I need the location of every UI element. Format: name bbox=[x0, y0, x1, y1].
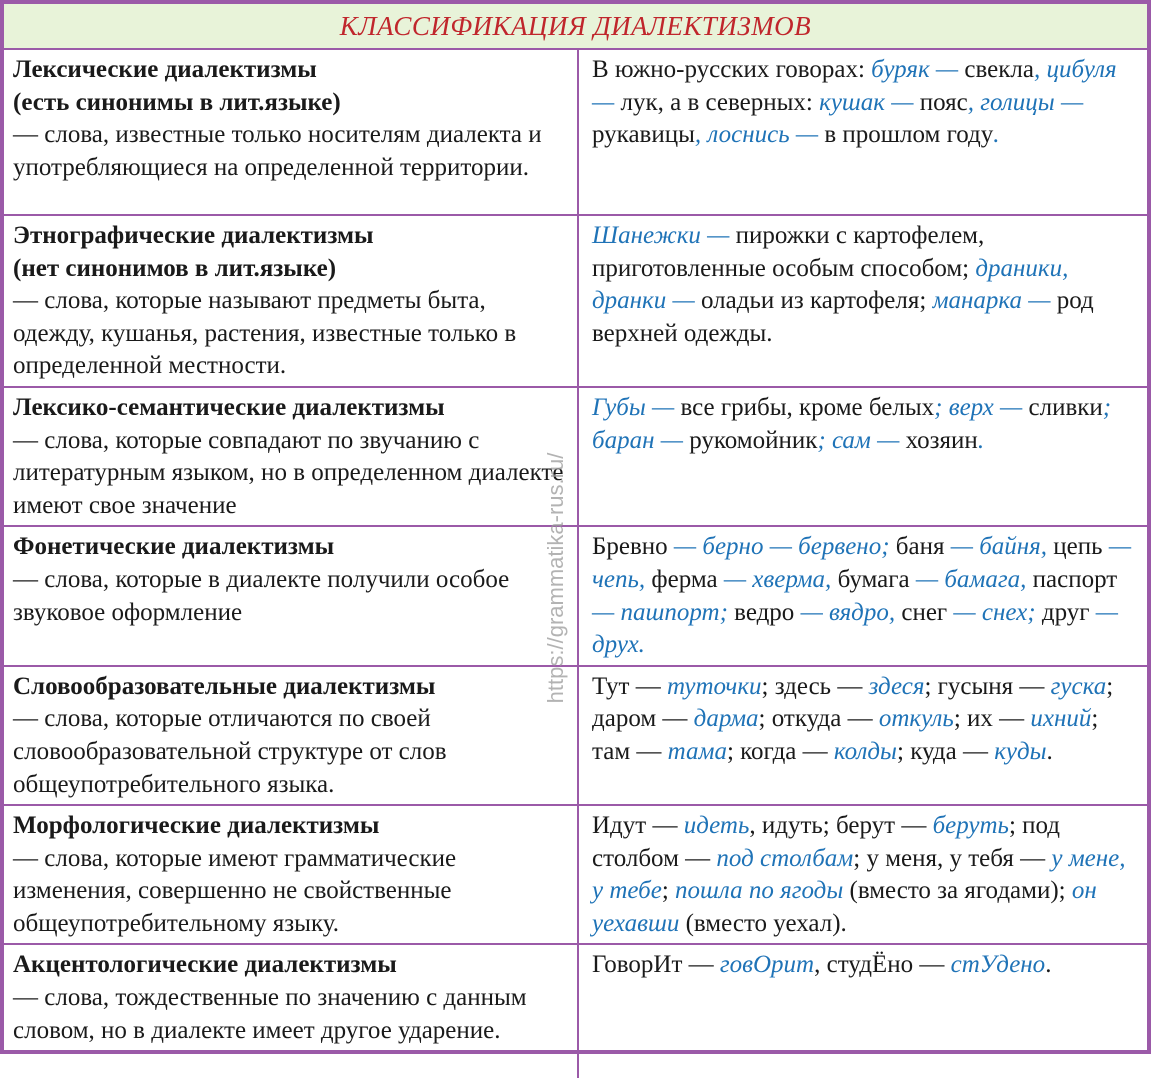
dialect-word: — пашпорт; bbox=[592, 598, 728, 626]
literary-text: ; там — bbox=[592, 705, 1099, 765]
dialect-word: куды bbox=[994, 737, 1047, 765]
dialect-word: дарма bbox=[693, 705, 759, 733]
dialect-word: буряк — bbox=[871, 56, 959, 83]
table-row bbox=[4, 526, 1147, 665]
literary-text: . bbox=[1045, 951, 1052, 979]
literary-text: пирожки с картофелем, приготовленные особым способом; bbox=[592, 222, 985, 282]
examples-cell bbox=[578, 50, 1147, 215]
category-term: Морфологические диалектизмы bbox=[13, 812, 380, 840]
literary-text: Тут — bbox=[592, 672, 667, 700]
literary-text: в прошлом году bbox=[818, 121, 994, 149]
dialect-word: , голицы — bbox=[967, 88, 1084, 116]
table-row bbox=[4, 387, 1147, 526]
literary-text: Бревно bbox=[592, 533, 674, 561]
dialect-word: ; верх — bbox=[934, 393, 1023, 421]
examples-cell bbox=[578, 215, 1147, 387]
category-cell bbox=[4, 526, 578, 665]
examples-cell bbox=[578, 387, 1147, 526]
dialect-word: колды bbox=[833, 737, 897, 765]
dialect-word: он уехавши bbox=[592, 877, 1097, 937]
category-definition: — слова, тождественные по значению с данным словом, но в диалекте имеет другое ударение. bbox=[13, 984, 527, 1044]
literary-text: . bbox=[1046, 737, 1053, 765]
literary-text: В южно-русских говорах: bbox=[592, 56, 872, 83]
category-definition: — слова, которые имеют грамматические изменения, совершенно не свойственные общеупотребительному языку. bbox=[13, 844, 457, 937]
dialect-word: — берно — бервено; bbox=[673, 533, 890, 561]
literary-text: снег bbox=[895, 598, 954, 626]
category-cell bbox=[4, 666, 578, 805]
literary-text: ; их — bbox=[953, 705, 1031, 733]
literary-text: ; даром — bbox=[592, 672, 1114, 733]
literary-text: сливки bbox=[1022, 393, 1103, 421]
category-definition: — слова, которые называют предметы быта, одежду, кушанья, растения, известные только в определенной местности. bbox=[13, 287, 517, 380]
dialect-word: — хверма, bbox=[723, 565, 832, 593]
literary-text: оладьи из картофеля; bbox=[694, 287, 933, 315]
category-term: Лексико-семантические диалектизмы bbox=[13, 393, 445, 421]
dialect-word: у мене, у тебе bbox=[592, 844, 1126, 905]
dialect-word: — друх. bbox=[592, 598, 1118, 659]
category-definition: — слова, известные только носителям диалекта и употребляющиеся на определенной территории. bbox=[13, 121, 542, 181]
dialect-word: Губы — bbox=[592, 393, 675, 421]
category-term: Лексические диалектизмы bbox=[13, 56, 317, 83]
dialect-word: . bbox=[977, 426, 985, 454]
dialectism-table bbox=[4, 50, 1147, 1078]
title-bar bbox=[4, 4, 1147, 50]
category-term: Акцентологические диалектизмы bbox=[13, 951, 397, 979]
dialect-word: стУдено bbox=[950, 951, 1046, 979]
category-cell bbox=[4, 50, 578, 215]
category-definition: — слова, которые совпадают по звучанию с литературным языком, но в определенном диалекте имеют свое значение bbox=[13, 426, 564, 519]
literary-text: (вместо за ягодами); bbox=[843, 877, 1072, 905]
dialect-word: — чепь, bbox=[592, 533, 1132, 593]
dialect-word: под столбам bbox=[716, 844, 854, 872]
category-definition: — слова, которые отличаются по своей словообразовательной структуре от слов общеупотребительного языка. bbox=[13, 705, 447, 798]
category-cell bbox=[4, 215, 578, 387]
dialect-word: . bbox=[993, 121, 1000, 149]
literary-text: ; здесь — bbox=[761, 672, 869, 700]
category-term: (нет синонимов в лит.языке) bbox=[13, 254, 337, 282]
dialect-word: идеть bbox=[683, 812, 750, 840]
dialect-word: ; баран — bbox=[592, 393, 1112, 454]
category-term: Этнографические диалектизмы bbox=[13, 222, 374, 249]
dialect-word: ; сам — bbox=[817, 426, 900, 454]
category-cell bbox=[4, 944, 578, 1078]
literary-text: лук bbox=[614, 88, 658, 116]
dialect-word: беруть bbox=[932, 812, 1009, 840]
dialect-word: драники, дранки — bbox=[592, 254, 1069, 315]
literary-text: ГоворИт — bbox=[592, 951, 720, 979]
dialect-word: — бамага, bbox=[915, 565, 1027, 593]
category-term: Словообразовательные диалектизмы bbox=[13, 672, 436, 700]
literary-text: , а в северных: bbox=[657, 88, 820, 116]
dialect-word: туточки bbox=[666, 672, 762, 700]
dialect-word: кушак — bbox=[819, 88, 914, 116]
table-row bbox=[4, 215, 1147, 387]
literary-text: ; гусыня — bbox=[924, 672, 1051, 700]
examples-cell bbox=[578, 805, 1147, 944]
literary-text: ; у меня, у тебя — bbox=[853, 844, 1052, 872]
literary-text: ферма bbox=[645, 565, 724, 593]
dialect-word: говОрит bbox=[719, 951, 815, 979]
literary-text: рукомойник bbox=[682, 426, 818, 454]
dialect-word: ихний bbox=[1030, 705, 1092, 733]
category-cell bbox=[4, 805, 578, 944]
table-row bbox=[4, 666, 1147, 805]
dialect-word: откуль bbox=[878, 705, 954, 733]
table-row bbox=[4, 50, 1147, 215]
category-cell bbox=[4, 387, 578, 526]
table-row bbox=[4, 944, 1147, 1078]
literary-text: (вместо уехал). bbox=[679, 909, 847, 937]
dialect-word: , лоснись — bbox=[694, 121, 819, 149]
dialect-word: пошла по ягоды bbox=[675, 877, 844, 905]
literary-text: ; откуда — bbox=[758, 705, 879, 733]
page-title: КЛАССИФИКАЦИЯ ДИАЛЕКТИЗМОВ bbox=[339, 10, 812, 41]
literary-text: хозяин bbox=[899, 426, 978, 454]
dialect-word: — вядро, bbox=[800, 598, 896, 626]
literary-text: паспорт bbox=[1026, 565, 1118, 593]
literary-text: все грибы, кроме белых bbox=[674, 393, 935, 421]
literary-text: рукавицы bbox=[592, 121, 695, 149]
examples-cell bbox=[578, 666, 1147, 805]
dialect-word: — снех; bbox=[953, 598, 1036, 626]
examples-cell bbox=[578, 944, 1147, 1078]
literary-text: бумага bbox=[831, 565, 916, 593]
literary-text: ведро bbox=[727, 598, 801, 626]
examples-cell bbox=[578, 526, 1147, 665]
literary-text: ; bbox=[661, 877, 676, 905]
literary-text: ; когда — bbox=[726, 737, 834, 765]
watermark-url: https://grammatika-rus.ru/ bbox=[543, 452, 568, 704]
category-term: Фонетические диалектизмы bbox=[13, 533, 335, 561]
category-term: (есть синонимы в лит.языке) bbox=[13, 88, 341, 116]
dialect-word: , цибуля — bbox=[592, 56, 1117, 116]
literary-text: Идут — bbox=[592, 812, 684, 840]
literary-text: баня bbox=[889, 533, 951, 561]
dialect-word: тама bbox=[667, 737, 727, 765]
literary-text: друг bbox=[1035, 598, 1096, 626]
literary-text: свекла bbox=[958, 56, 1034, 83]
dialect-word: здеся bbox=[868, 672, 925, 700]
dialect-word: Шанежки — bbox=[592, 222, 730, 249]
dialect-word: — байня, bbox=[950, 533, 1048, 561]
dialect-word: гуска bbox=[1050, 672, 1107, 700]
literary-text: , студЁно — bbox=[814, 951, 951, 979]
literary-text: цепь bbox=[1047, 533, 1109, 561]
table-row bbox=[4, 805, 1147, 944]
dialect-word: манарка — bbox=[932, 287, 1051, 315]
literary-text: ; под столбом — bbox=[592, 812, 1061, 872]
literary-text: ; куда — bbox=[897, 737, 995, 765]
category-definition: — слова, которые в диалекте получили особое звуковое оформление bbox=[13, 565, 510, 626]
literary-text: пояс bbox=[913, 88, 968, 116]
literary-text: , идуть; берут — bbox=[749, 812, 933, 840]
table-body bbox=[4, 50, 1147, 1078]
literary-text: род верхней одежды. bbox=[592, 287, 1094, 347]
